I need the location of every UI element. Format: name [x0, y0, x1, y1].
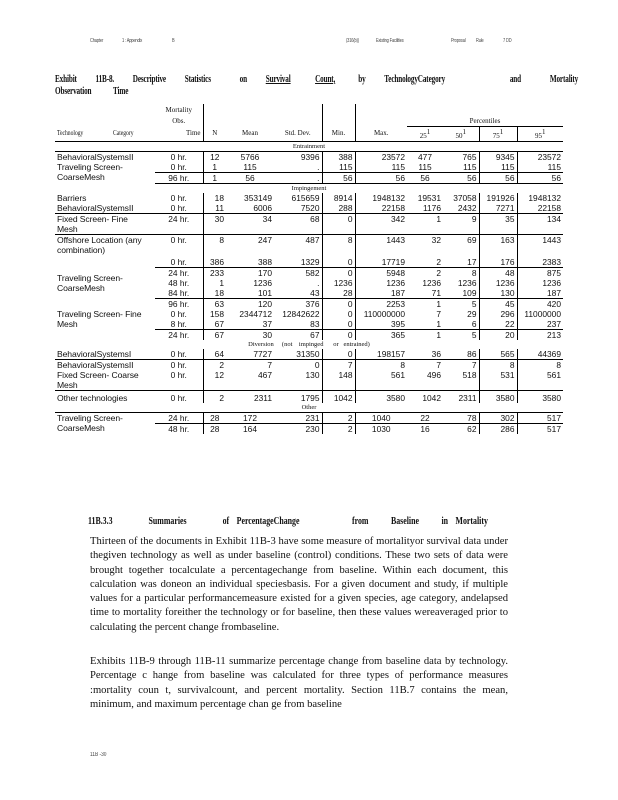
table-row: Traveling Screen- Fine Mesh 0 hr. 158 2344712 12842622 0 110000000 7 29 296 11000000: [57, 308, 561, 330]
header-row-3: Technology Category Time N Mean Std. Dev. Min. Max. $25^1$ $50^1$ $75^1$ $95^1$: [55, 127, 563, 142]
table-row: Barriers 0 hr. 18 353149 615659 8914 1948132 19531 37058 191926 1948132: [57, 192, 561, 203]
table-row: 84 hr. 18 101 43 28 187 71 109 130 187: [168, 287, 561, 298]
running-header-appendix: 1 : Appendix: [122, 38, 143, 44]
table-row: CoarseMesh 48 hr. 28 164 230 2 1030 16 62 286 517: [57, 423, 561, 434]
table-row: Other technologies 0 hr. 2 2311 1795 1042 3580 1042 2311 3580 3580: [55, 390, 563, 403]
running-header-rule: Rule: [476, 38, 484, 44]
table-row: Traveling Screen- CoarseMesh 24 hr. 233 170 582 0 5948 2 8 48 875: [57, 267, 561, 293]
percentiles-header: Percentiles: [469, 117, 501, 125]
table-row: Traveling Screen- 0 hr. 1 115 . 115 115 115 115 115 115: [57, 161, 561, 172]
table-row: 24 hr. 67 30 67 0 365 1 5 20 213: [55, 329, 563, 340]
running-header-title: Existing Facilities: [376, 38, 404, 44]
section-other: Other: [55, 403, 563, 413]
paragraph-1: Thirteen of the documents in Exhibit 11B-3 have some measure of mortalityor survival data under thegiven technology as well as under baseline (control) conditions. These two sets of data were brought together tocalculate a percentagechange from baseline. Within each document, this calculation was doneon an individual speciesbasis. For a given document and study, if multiple values for a particular performancemeasure existed for a given species, age category, andelapsed time to mortality foreither the technology or for baseline, then these values wereaveraged prior to calculating the percent change frombaseline.: [90, 536, 508, 633]
paragraph-2: Exhibits 11B-9 through 11B-11 summarize percentage change from baseline data by technology. Percentage c hange from baseline was calculated for three types of performance measures :mortality coun t, survivalcount, and percent mortality. Section 11B.7 contains the mean, minimum, and maximum percentage chan ge from baseline: [90, 656, 508, 710]
statistics-table: [55, 104, 563, 434]
table-row: CoarseMesh 96 hr. 1 56 . 56 56 56 56 56 56: [57, 172, 561, 183]
running-header-letter: B: [172, 38, 175, 44]
running-header-ref: 7 DD: [503, 38, 512, 44]
section-heading: 11B.3.3 Summaries of PercentageChange from Baseline in Mortality: [88, 516, 488, 527]
running-header-proposal: Proposal: [451, 38, 466, 44]
header-row-1: Mortality: [55, 104, 563, 115]
table-row: BehavioralSystemsII 0 hr. 11 6006 7520 288 22158 1176 2432 7271 22158: [57, 202, 561, 213]
table-row: Fixed Screen- Coarse Mesh 0 hr. 12 467 130 148 561 496 518 531 561: [57, 369, 561, 390]
section-diversion: Diversion (not impinged or entrained): [248, 340, 370, 348]
exhibit-title: Exhibit 11B-8. Descriptive Statistics on Survival Count, by TechnologyCategory and Mortality Observation Time: [55, 74, 579, 97]
table-row: Traveling Screen- 24 hr. 28 172 231 2 1040 22 78 302 517: [57, 412, 561, 423]
table-row: 48 hr. 1 1236 . 1236 1236 1236 1236 1236 1236: [168, 277, 561, 288]
header-row-2: Obs. Percentiles: [55, 115, 563, 127]
table-row: BehavioralSystemsII 0 hr. 12 5766 9396 388 23572 477 765 9345 23572: [57, 151, 561, 162]
table-row: Fixed Screen- Fine Mesh 24 hr. 30 34 68 0 342 1 9 35 134: [57, 213, 561, 234]
page-number: 11B -30: [90, 752, 107, 758]
table-row: 8 hr. 67 37 83 0 395 1 6 22 237: [170, 318, 561, 329]
table-row: Offshore Location (any combination) 0 hr. 8 247 487 8 1443 32 69 163 1443: [57, 234, 561, 255]
table-row: 96 hr. 63 120 376 0 2253 1 5 45 420: [55, 298, 563, 309]
section-impingement: Impingement: [291, 184, 327, 192]
section-entrainment: Entrainment: [55, 141, 563, 151]
table-row: BehavioralSystemsII 0 hr. 2 7 0 7 8 7 7 8 8: [57, 359, 561, 370]
table-row: BehavioralSystemsI 0 hr. 64 7727 31350 0 198157 36 86 565 44369: [57, 348, 561, 359]
running-header-chapter: Chapter: [90, 38, 104, 44]
running-header-code: (316(b)): [346, 38, 359, 44]
table-row: 0 hr. 386 388 1329 0 17719 2 17 176 2383: [170, 256, 561, 267]
